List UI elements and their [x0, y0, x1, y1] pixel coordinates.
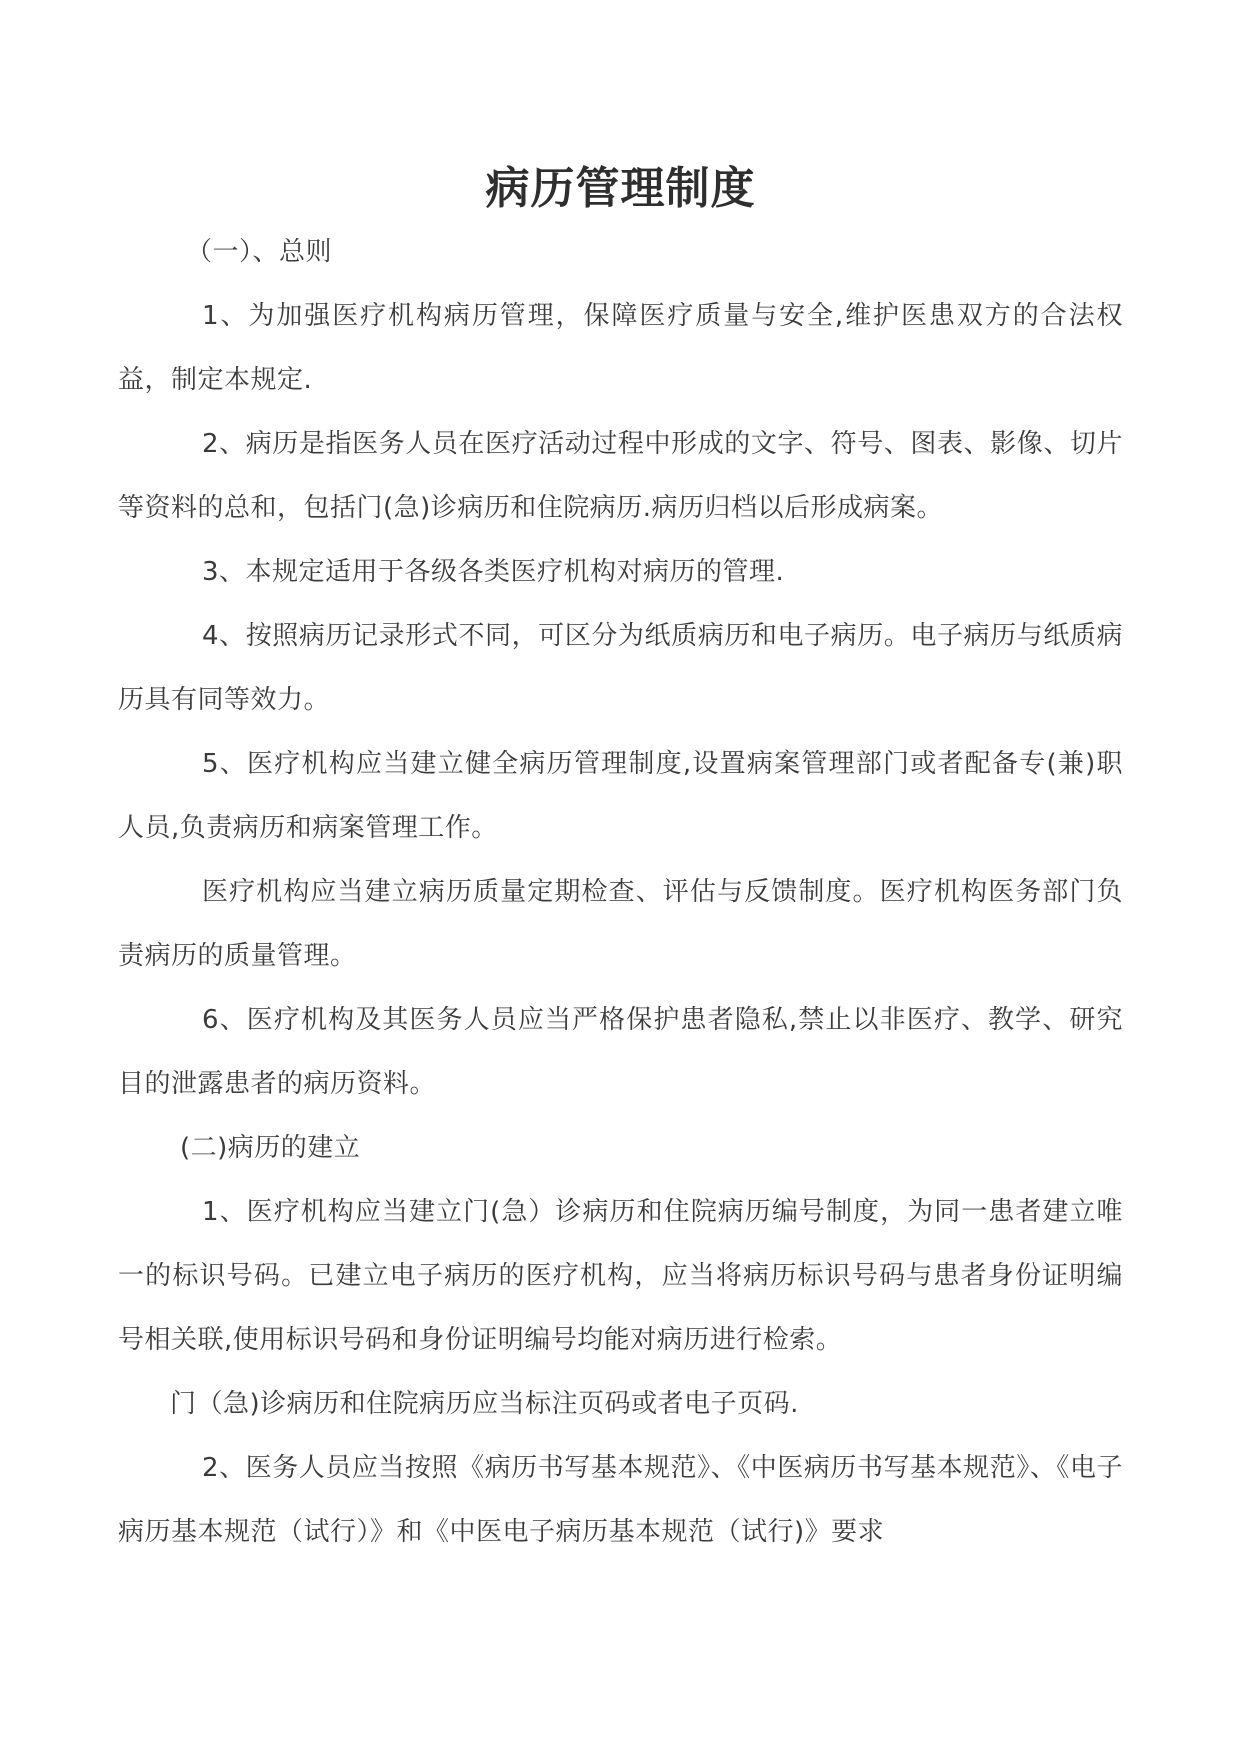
paragraph-5: 5、医疗机构应当建立健全病历管理制度,设置病案管理部门或者配备专(兼)职人员,负责病历和病案管理工作。	[118, 749, 1123, 843]
paragraph-5-continued: 医疗机构应当建立病历质量定期检查、评估与反馈制度。医疗机构医务部门负责病历的质量管理。	[118, 877, 1123, 971]
paragraph-2: 2、病历是指医务人员在医疗活动过程中形成的文字、符号、图表、影像、切片等资料的总和，包括门(急)诊病历和住院病历.病历归档以后形成病案。	[118, 429, 1123, 523]
paragraph-1: 1、为加强医疗机构病历管理，保障医疗质量与安全,维护医患双方的合法权益，制定本规定.	[118, 301, 1123, 395]
paragraph-3: 3、本规定适用于各级各类医疗机构对病历的管理.	[202, 557, 785, 587]
paragraph-4: 4、按照病历记录形式不同，可区分为纸质病历和电子病历。电子病历与纸质病历具有同等效力。	[118, 621, 1123, 715]
paragraph-establishment-1: 1、医疗机构应当建立门(急）诊病历和住院病历编号制度，为同一患者建立唯一的标识号码。已建立电子病历的医疗机构，应当将病历标识号码与患者身份证明编号相关联,使用标识号码和身份证明编号均能对病历进行检索。	[118, 1197, 1123, 1355]
paragraph-6: 6、医疗机构及其医务人员应当严格保护患者隐私,禁止以非医疗、教学、研究目的泄露患者的病历资料。	[118, 1005, 1123, 1099]
paragraph-establishment-2: 2、医务人员应当按照《病历书写基本规范》、《中医病历书写基本规范》、《电子病历基本规范（试行）》和《中医电子病历基本规范（试行)》要求	[118, 1453, 1123, 1547]
section-heading-general: （一）、总则	[186, 237, 333, 267]
document-title: 病历管理制度	[485, 163, 756, 214]
paragraph-page-numbering: 门（急)诊病历和住院病历应当标注页码或者电子页码.	[170, 1389, 799, 1419]
document-body	[118, 220, 1123, 1564]
section-heading-establishment: (二)病历的建立	[180, 1133, 361, 1163]
